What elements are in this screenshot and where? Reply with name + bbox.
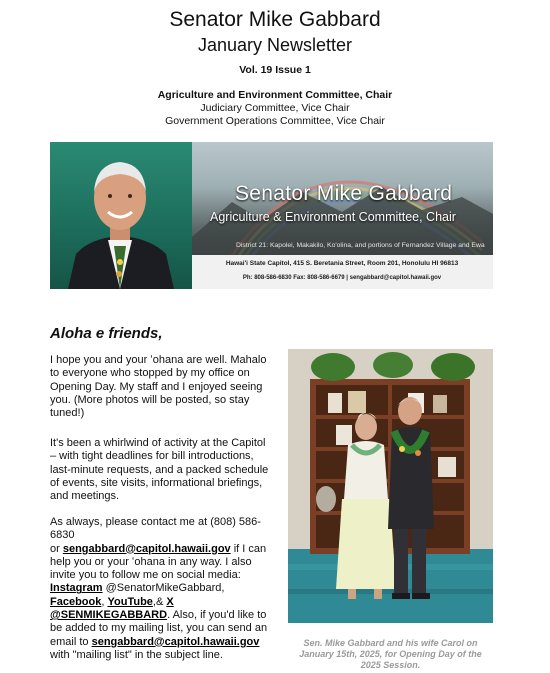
mailing-list-text: . Also, if you'd like to be added to my mailing list, you can send an email to [50, 609, 268, 648]
subject-line-text: with "mailing list" in the subject line. [50, 648, 223, 661]
contact-or: or [50, 542, 63, 555]
committee-item: Government Operations Committee, Vice Chair [165, 115, 385, 127]
banner-contact: Ph: 808-586-6830 Fax: 808-586-6679 | sengabbard@capitol.hawaii.gov [242, 275, 442, 281]
x-link[interactable]: X [166, 595, 174, 608]
banner-committee: Agriculture & Environment Committee, Chair [210, 210, 456, 224]
separator: ,& [152, 595, 167, 608]
paragraph-contact [50, 516, 274, 662]
newsletter-title: Senator Mike Gabbard [169, 8, 381, 31]
header-banner [50, 142, 493, 289]
committee-list [0, 89, 550, 128]
email-link-mailing-list[interactable]: sengabbard@capitol.hawaii.gov [91, 635, 260, 648]
contact-phone-text: As always, please contact me at (808) 586-6830 [50, 516, 261, 542]
newsletter-subtitle: January Newsletter [197, 35, 353, 55]
committee-chair: Agriculture and Environment Committee, Chair [157, 89, 393, 101]
separator: , [101, 595, 108, 608]
opening-day-photo [288, 349, 493, 623]
contact-text: if I can help you or your ʻohana in any way. I also invite you to follow me on social media: [50, 542, 267, 582]
paragraph-activity: It's been a whirlwind of activity at the Capitol – with tight deadlines for bill introductions, last-minute requests, and a packed schedule of events, site visits, informational briefings, and meetings. [50, 437, 269, 503]
paragraph-opening-day: I hope you and your ʻohana are well. Mahalo to everyone who stopped by my office on Opening Day. My staff and I enjoyed seeing you. (More photos will be posted, so stay tuned!) [50, 354, 267, 420]
youtube-link[interactable]: YouTube [107, 595, 153, 608]
photo-caption: Sen. Mike Gabbard and his wife Carol on January 15th, 2025, for Opening Day of the 2025 Session. [299, 638, 482, 670]
facebook-link[interactable]: Facebook [50, 595, 102, 608]
senator-portrait [50, 142, 192, 289]
banner-address: Hawai'i State Capitol, 415 S. Beretania Street, Room 201, Honolulu HI 96813 [225, 260, 459, 267]
greeting: Aloha e friends, [50, 325, 163, 342]
instagram-link[interactable]: Instagram [50, 582, 103, 595]
x-handle-link[interactable]: @SENMIKEGABBARD [50, 609, 168, 622]
committee-item: Judiciary Committee, Vice Chair [200, 102, 350, 114]
volume-issue: Vol. 19 Issue 1 [239, 64, 311, 76]
banner-senator-name: Senator Mike Gabbard [235, 182, 453, 205]
email-link[interactable]: sengabbard@capitol.hawaii.gov [62, 542, 231, 555]
instagram-handle: @SenatorMikeGabbard, [102, 582, 225, 595]
banner-district: District 21: Kapolei, Makakilo, Ko'olina, and portions of Fernandez Village and Ewa [236, 242, 485, 249]
